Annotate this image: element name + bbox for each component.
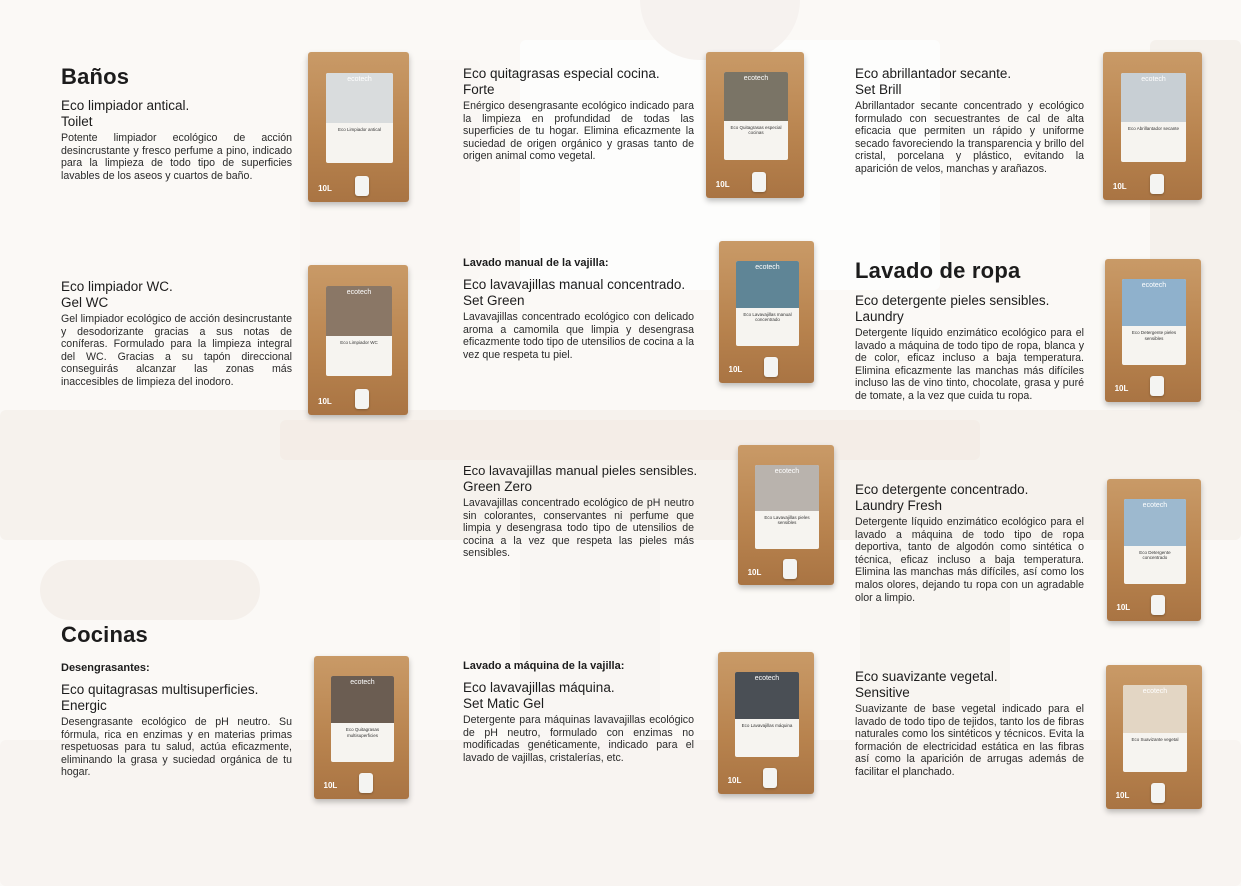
product-setbrill [855,66,1084,176]
box-volume: 10L [318,397,332,406]
box-volume: 10L [318,184,332,193]
box-volume: 10L [747,567,762,577]
brand-logo: ecotech [1141,75,1166,83]
box-volume: 10L [715,180,730,190]
box-label: Eco Quitagrasas especial cocinas [730,124,782,136]
product-description: Lavavajillas concentrado ecológico con delicado aroma a camomila que limpia y desengrasa eficazmente todo tipo de utensilios de cocina a la vez que respeta tu piel. [463,311,694,361]
product-box-laundry [1105,259,1201,402]
brand-logo: ecotech [1142,501,1168,509]
product-name: Eco limpiador WC. [61,279,173,294]
tap-icon [1151,783,1165,803]
box-volume: 10L [1112,182,1127,192]
box-label: Eco Lavavajillas pieles sensibles [764,514,810,526]
product-name: Eco detergente pieles sensibles. [855,293,1050,308]
product-box-gelwc [308,265,408,415]
product-name: Eco detergente concentrado. [855,482,1029,497]
sublabel-desengrasantes: Desengrasantes: [61,662,150,674]
tap-icon [1150,376,1164,396]
box-volume: 10L [1114,384,1129,394]
product-gelwc [61,279,292,389]
product-description: Detergente líquido enzimático ecológico para el lavado a máquina de todo tipo de ropa, blanca y de color, eficaz incluso a baja temperatura. Elimina eficazmente las manchas más difíciles incluso las de vino tinto, chocolate, grasa y puré de tomate, a la vez que cuida tu ropa. [855,327,1084,402]
section-title-lavado-ropa: Lavado de ropa [855,258,1021,283]
section-title-cocinas: Cocinas [61,622,148,647]
box-label: Eco Lavavajillas manual concentrado [743,311,792,323]
box-label: Eco Suavizante vegetal [1131,736,1179,742]
box-volume: 10L [1115,791,1130,801]
tap-icon [359,773,373,793]
box-label: Eco Abrillantador secante [1127,125,1180,131]
product-description: Enérgico desengrasante ecológico indicado para la limpieza en profundidad de todas las superficies de tu hogar. Elimina eficazmente la suciedad de origen orgánico y grasas tanto de origen animal como vegetal. [463,100,694,163]
product-name: Eco quitagrasas especial cocina. [463,66,660,81]
tap-icon [783,559,797,579]
box-label: Eco Detergente concentrado [1139,549,1171,561]
product-name: Eco limpiador antical. [61,98,190,113]
product-variant: Gel WC [61,295,109,310]
tap-icon [355,389,369,409]
product-variant: Energic [61,698,107,713]
product-box-sensitive [1106,665,1202,809]
product-variant: Forte [463,82,495,97]
product-box-toilet [308,52,409,202]
product-variant: Set Matic Gel [463,696,545,711]
brand-logo: ecotech [346,289,372,296]
product-description: Detergente líquido enzimático ecológico para el lavado a máquina de todo tipo de ropa deportiva, tanto de algodón como sintética o técnica, eficaz incluso a baja temperatura. Elimina las manchas más difíciles, así como los malos olores, dejando tu ropa con un agradable olor a limpio. [855,516,1084,604]
product-box-setgreen [719,241,814,383]
brand-logo: ecotech [743,75,769,83]
product-name: Eco quitagrasas multisuperficies. [61,682,259,697]
product-greenzero [463,463,743,560]
brand-logo: ecotech [774,467,800,475]
box-label: Eco Limpiador antical [337,127,382,132]
product-name: Eco lavavajillas manual pieles sensibles. [463,463,698,478]
box-label: Eco Quitagrasas multisuperficies [345,727,380,738]
product-name: Eco abrillantador secante. [855,66,1012,81]
box-label: Eco Lavavajillas máquina [741,722,793,728]
product-description: Desengrasante ecológico de pH neutro. Su fórmula, rica en enzimas y en materias primas respetuosas para tu salud, actúa eficazmente, eliminando la grasa y suciedad orgánica de tu hogar. [61,716,292,779]
brand-logo: ecotech [1141,282,1167,290]
product-box-laundryfresh [1107,479,1201,621]
product-description: Gel limpiador ecológico de acción desincrustante y desodorizante gracias a sus notas de coníferas. Formulado para la limpieza integral del WC. Gracias a su tapón direccional conseguirás alcanzar las zonas más inaccesibles de limpieza del inodoro. [61,313,292,388]
box-label: Eco Limpiador WC [340,340,378,345]
product-description: Potente limpiador ecológico de acción desincrustante y fresco perfume a pino, indicado para la limpieza de todo tipo de superficies lavables de los aseos y cuartos de baño. [61,132,292,182]
box-label: Eco Detergente pieles sensibles [1131,330,1177,341]
product-sensitive [855,669,1084,779]
product-name: Eco suavizante vegetal. [855,669,998,684]
product-box-greenzero [738,445,834,585]
product-box-maticgel [718,652,814,794]
product-box-setbrill [1103,52,1202,200]
product-description: Suavizante de base vegetal indicado para el lavado de todo tipo de tejidos, tanto los de fibras naturales como los sintéticos y técnicos. Evita la formación de electricidad estática en las fibras así como la aparición de arrugas además de facilitar el planchado. [855,703,1084,778]
brand-logo: ecotech [1142,688,1168,696]
product-forte [463,66,694,163]
product-laundryfresh [855,482,1084,604]
product-box-forte [706,52,804,198]
product-laundry [855,293,1084,403]
product-name: Eco lavavajillas máquina. [463,680,615,695]
product-variant: Set Green [463,293,525,308]
brand-logo: ecotech [755,263,780,271]
tap-icon [752,172,766,192]
product-variant: Sensitive [855,685,910,700]
box-volume: 10L [323,781,338,791]
product-description: Lavavajillas concentrado ecológico de pH neutro sin colorantes, conservantes ni perfume que limpia y desengrasa todo tipo de utensilios de cocina a la vez que respeta las pieles más sensibles. [463,497,694,560]
product-energic [61,662,292,779]
section-title-banos: Baños [61,64,130,89]
tap-icon [763,768,777,788]
product-setgreen [463,257,725,361]
brand-logo: ecotech [350,679,375,687]
box-volume: 10L [1116,603,1131,613]
product-variant: Toilet [61,114,93,129]
box-volume: 10L [728,365,743,375]
box-volume: 10L [727,776,742,786]
brand-logo: ecotech [347,76,372,83]
product-maticgel [463,660,694,764]
sublabel-lavado-maquina: Lavado a máquina de la vajilla: [463,660,625,672]
product-box-energic [314,656,409,799]
tap-icon [1150,174,1164,194]
product-variant: Laundry Fresh [855,498,943,513]
product-name: Eco lavavajillas manual concentrado. [463,277,686,292]
sublabel-lavado-manual: Lavado manual de la vajilla: [463,257,609,269]
tap-icon [1151,595,1165,615]
product-variant: Green Zero [463,479,533,494]
product-variant: Set Brill [855,82,902,97]
brand-logo: ecotech [754,674,780,682]
product-description: Detergente para máquinas lavavajillas ecológico de pH neutro, formulado con enzimas no modificadas genéticamente, indicado para el lavado de vajillas, cristalerías, etc. [463,714,694,764]
product-variant: Laundry [855,309,904,324]
tap-icon [355,176,369,196]
product-description: Abrillantador secante concentrado y ecológico formulado con secuestrantes de cal de alta eficacia que permiten un rápido y uniforme secado favoreciendo la transparencia y brillo del cristal, porcelana y plástico, evitando la aparición de velos, manchas y arañazos. [855,100,1084,175]
tap-icon [764,357,778,377]
product-toilet [61,98,292,182]
